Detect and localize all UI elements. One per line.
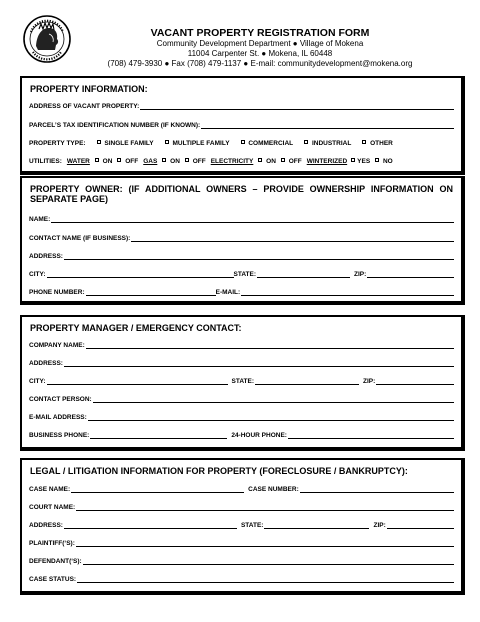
checkbox[interactable] <box>185 158 189 162</box>
gas-off-option[interactable]: OFF <box>184 158 206 165</box>
address-line: 11004 Carpenter St. ● Mokena, IL 60448 <box>187 49 333 58</box>
owner-phone-row <box>29 287 454 296</box>
option-other[interactable]: OTHER <box>361 140 393 147</box>
property-information-section <box>20 76 465 175</box>
utility-electricity-label: ELECTRICITY <box>210 158 254 165</box>
field-label: PROPERTY TYPE: <box>29 140 86 147</box>
manager-email-field[interactable] <box>88 414 454 421</box>
field-label: STATE: <box>240 522 264 529</box>
legal-address-field[interactable] <box>64 522 237 529</box>
owner-email-field[interactable] <box>241 289 454 296</box>
electricity-on-option[interactable]: ON <box>257 158 276 165</box>
manager-address-field[interactable] <box>64 360 454 367</box>
field-label: BUSINESS PHONE: <box>29 432 90 439</box>
field-label: CITY: <box>29 378 46 385</box>
checkbox[interactable] <box>165 140 169 144</box>
manager-company-field[interactable] <box>86 342 454 349</box>
manager-phone-row <box>29 430 454 439</box>
legal-address-row <box>29 520 454 529</box>
property-manager-section <box>20 315 465 451</box>
winterized-yes-option[interactable]: YES <box>350 158 370 165</box>
manager-zip-field[interactable] <box>376 378 454 385</box>
department-line: Community Development Department ● Village of Mokena <box>156 39 364 48</box>
case-number-field[interactable] <box>300 486 454 493</box>
checkbox[interactable] <box>117 158 121 162</box>
field-label: ZIP: <box>363 378 376 385</box>
checkbox[interactable] <box>362 140 366 144</box>
field-label: CONTACT NAME (IF BUSINESS): <box>29 235 131 242</box>
electricity-off-option[interactable]: OFF <box>280 158 302 165</box>
field-label: E-MAIL: <box>215 289 241 296</box>
option-industrial[interactable]: INDUSTRIAL <box>303 140 351 147</box>
form-title: VACANT PROPERTY REGISTRATION FORM <box>150 27 370 39</box>
manager-contact-row <box>29 394 454 403</box>
field-label: CASE NAME: <box>29 486 71 493</box>
property-type-row <box>29 138 454 147</box>
field-label: UTILITIES: <box>29 158 62 165</box>
field-label: PHONE NUMBER: <box>29 289 85 296</box>
pin-field[interactable] <box>201 122 454 129</box>
owner-zip-field[interactable] <box>367 271 454 278</box>
manager-email-row <box>29 412 454 421</box>
field-label: PARCEL’S TAX IDENTIFICATION NUMBER (IF KNOWN): <box>29 122 201 129</box>
manager-contact-field[interactable] <box>93 396 454 403</box>
field-label: ADDRESS: <box>29 360 63 367</box>
legal-case-row <box>29 484 454 493</box>
checkbox[interactable] <box>351 158 355 162</box>
utility-water-label: WATER <box>66 158 90 165</box>
field-label: ADDRESS: <box>29 522 63 529</box>
owner-contact-field[interactable] <box>131 235 454 242</box>
section-title: LEGAL / LITIGATION INFORMATION FOR PROPERTY (FORECLOSURE / BANKRUPTCY): <box>30 466 408 476</box>
water-off-option[interactable]: OFF <box>116 158 138 165</box>
field-label: ZIP: <box>373 522 386 529</box>
checkbox[interactable] <box>258 158 262 162</box>
utilities-row <box>29 156 454 165</box>
legal-defendant-row <box>29 556 454 565</box>
case-name-field[interactable] <box>71 486 244 493</box>
owner-address-field[interactable] <box>64 253 454 260</box>
field-label: DEFENDANT(‘S): <box>29 558 82 565</box>
owner-phone-field[interactable] <box>86 289 216 296</box>
field-label: COURT NAME: <box>29 504 76 511</box>
field-label: ADDRESS OF VACANT PROPERTY: <box>29 103 140 110</box>
form-header <box>0 0 480 76</box>
checkbox[interactable] <box>97 140 101 144</box>
legal-litigation-section <box>20 458 465 595</box>
checkbox[interactable] <box>304 140 308 144</box>
field-label: CASE NUMBER: <box>248 486 299 493</box>
legal-zip-field[interactable] <box>387 522 454 529</box>
header-text <box>60 27 460 69</box>
field-label: E-MAIL ADDRESS: <box>29 414 87 421</box>
field-label: COMPANY NAME: <box>29 342 85 349</box>
field-label: ZIP: <box>354 271 367 278</box>
legal-plaintiff-row <box>29 538 454 547</box>
option-commercial[interactable]: COMMERCIAL <box>240 140 294 147</box>
checkbox[interactable] <box>95 158 99 162</box>
manager-business-phone-field[interactable] <box>90 432 227 439</box>
manager-state-field[interactable] <box>255 378 359 385</box>
utility-gas-label: GAS <box>143 158 158 165</box>
section-title: PROPERTY OWNER: (IF ADDITIONAL OWNERS – PROVIDE OWNERSHIP INFORMATION ON SEPARATE PAGE) <box>30 184 453 204</box>
water-on-option[interactable]: ON <box>94 158 113 165</box>
case-status-field[interactable] <box>77 576 454 583</box>
winterized-no-option[interactable]: NO <box>374 158 393 165</box>
option-multiple-family[interactable]: MULTIPLE FAMILY <box>164 140 230 147</box>
field-label: STATE: <box>231 378 255 385</box>
plaintiff-field[interactable] <box>76 540 454 547</box>
field-label: NAME: <box>29 216 51 223</box>
field-label: CASE STATUS: <box>29 576 77 583</box>
field-label: 24-HOUR PHONE: <box>231 432 287 439</box>
pin-row <box>29 120 454 129</box>
legal-state-field[interactable] <box>264 522 369 529</box>
manager-24hour-phone-field[interactable] <box>288 432 454 439</box>
legal-court-row <box>29 502 454 511</box>
checkbox[interactable] <box>375 158 379 162</box>
field-label: CITY: <box>29 271 46 278</box>
field-label: ADDRESS: <box>29 253 63 260</box>
field-label: PLAINTIFF(‘S): <box>29 540 75 547</box>
checkbox[interactable] <box>162 158 166 162</box>
defendant-field[interactable] <box>83 558 454 565</box>
owner-contact-row <box>29 233 454 242</box>
manager-address-row <box>29 358 454 367</box>
owner-state-field[interactable] <box>257 271 350 278</box>
manager-city-row <box>29 376 454 385</box>
owner-name-field[interactable] <box>51 216 454 223</box>
owner-name-row <box>29 214 454 223</box>
manager-city-field[interactable] <box>47 378 228 385</box>
property-owner-section <box>20 176 465 305</box>
section-title: PROPERTY INFORMATION: <box>30 84 148 94</box>
checkbox[interactable] <box>281 158 285 162</box>
contact-line: (708) 479-3930 ● Fax (708) 479-1137 ● E-mail: communitydevelopment@mokena.org <box>107 59 413 68</box>
court-name-field[interactable] <box>76 504 454 511</box>
vacant-address-row <box>29 101 454 110</box>
field-label: CONTACT PERSON: <box>29 396 92 403</box>
legal-status-row <box>29 574 454 583</box>
option-single-family[interactable]: SINGLE FAMILY <box>96 140 154 147</box>
section-title: PROPERTY MANAGER / EMERGENCY CONTACT: <box>30 323 242 333</box>
manager-company-row <box>29 340 454 349</box>
vacant-address-field[interactable] <box>140 103 454 110</box>
checkbox[interactable] <box>241 140 245 144</box>
owner-address-row <box>29 251 454 260</box>
owner-city-row <box>29 269 454 278</box>
owner-city-field[interactable] <box>47 271 234 278</box>
utility-winterized-label: WINTERIZED <box>306 158 348 165</box>
gas-on-option[interactable]: ON <box>161 158 180 165</box>
field-label: STATE: <box>233 271 257 278</box>
